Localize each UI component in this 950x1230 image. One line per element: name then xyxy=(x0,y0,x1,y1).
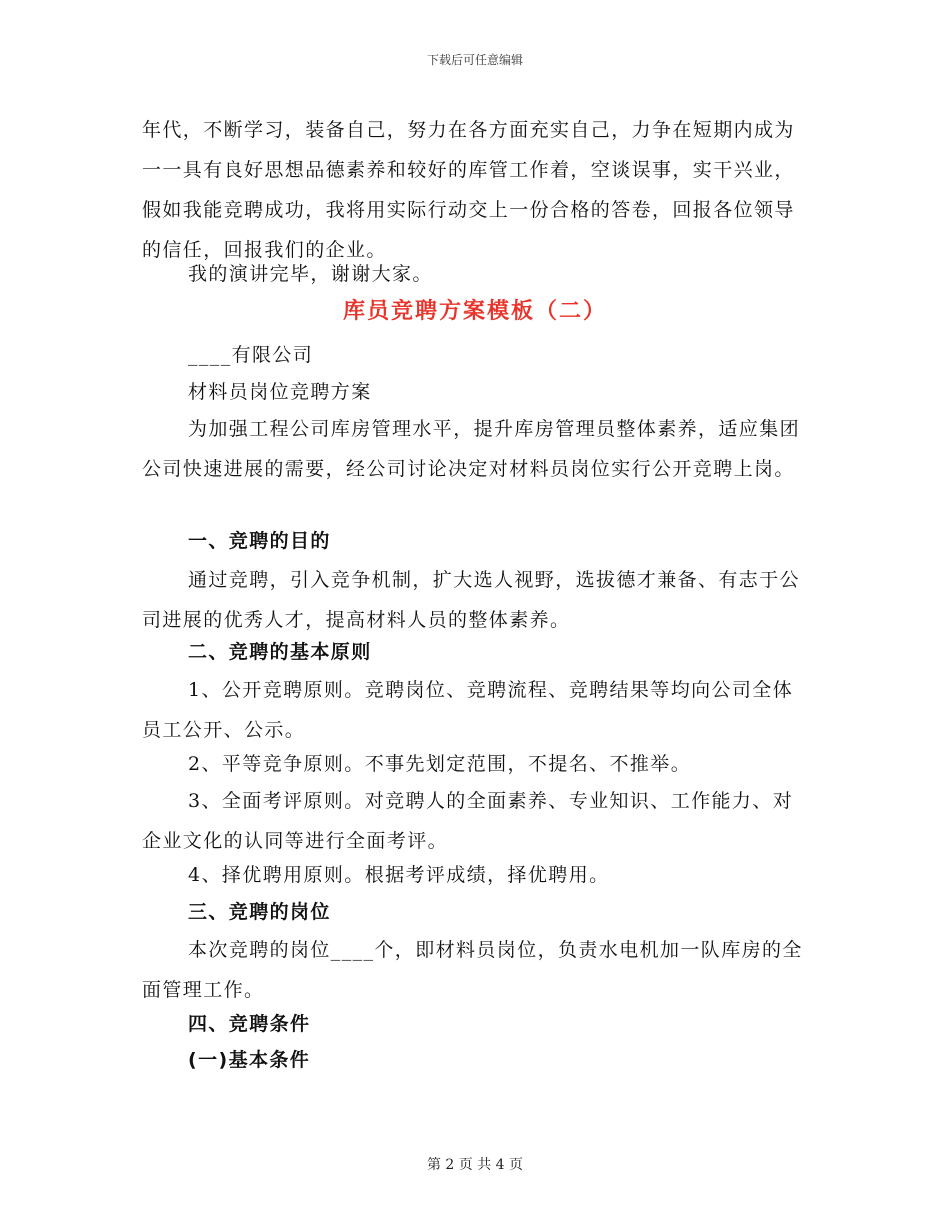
thanks-line: 我的演讲完毕，谢谢大家。 xyxy=(188,263,433,285)
section-heading-positions: 三、竞聘的岗位 xyxy=(188,901,331,923)
document-title: 库员竞聘方案模板（二） xyxy=(342,299,607,324)
principle-1: 1、公开竞聘原则。竞聘岗位、竞聘流程、竞聘结果等均向公司全体员工公开、公示。 xyxy=(142,679,794,741)
closing-paragraph: 年代，不断学习，装备自己，努力在各方面充实自己，力争在短期内成为一一具有良好思想品德素养和较好的库管工作着，空谈误事，实干兴业，假如我能竞聘成功，我将用实际行动交上一份合格的答卷，回报各位领导的信任，回报我们的企业。 xyxy=(142,119,795,261)
positions-paragraph: 本次竞聘的岗位____个，即材料员岗位，负责水电机加一队库房的全面管理工作。 xyxy=(142,939,803,1001)
plan-title: 材料员岗位竞聘方案 xyxy=(188,381,372,403)
subsection-heading-basic: (一)基本条件 xyxy=(188,1049,311,1071)
page-footer: 第 2 页 共 4 页 xyxy=(426,1157,524,1173)
page-header: 下载后可任意编辑 xyxy=(426,53,523,67)
principle-4: 4、择优聘用原则。根据考评成绩，择优聘用。 xyxy=(188,864,610,886)
intro-paragraph: 为加强工程公司库房管理水平，提升库房管理员整体素养，适应集团公司快速进展的需要，经公司讨论决定对材料员岗位实行公开竞聘上岗。 xyxy=(142,418,801,480)
principle-3: 3、全面考评原则。对竞聘人的全面素养、专业知识、工作能力、对企业文化的认同等进行全面考评。 xyxy=(142,790,794,852)
section-heading-purpose: 一、竞聘的目的 xyxy=(188,530,331,552)
section-heading-principles: 二、竞聘的基本原则 xyxy=(188,641,372,663)
company-line: ____有限公司 xyxy=(188,344,314,366)
purpose-paragraph: 通过竞聘，引入竞争机制，扩大选人视野，选拔德才兼备、有志于公司进展的优秀人才，提高材料人员的整体素养。 xyxy=(142,569,801,631)
principle-2: 2、平等竞争原则。不事先划定范围，不提名、不推举。 xyxy=(188,753,692,775)
section-heading-conditions: 四、竞聘条件 xyxy=(188,1013,311,1035)
